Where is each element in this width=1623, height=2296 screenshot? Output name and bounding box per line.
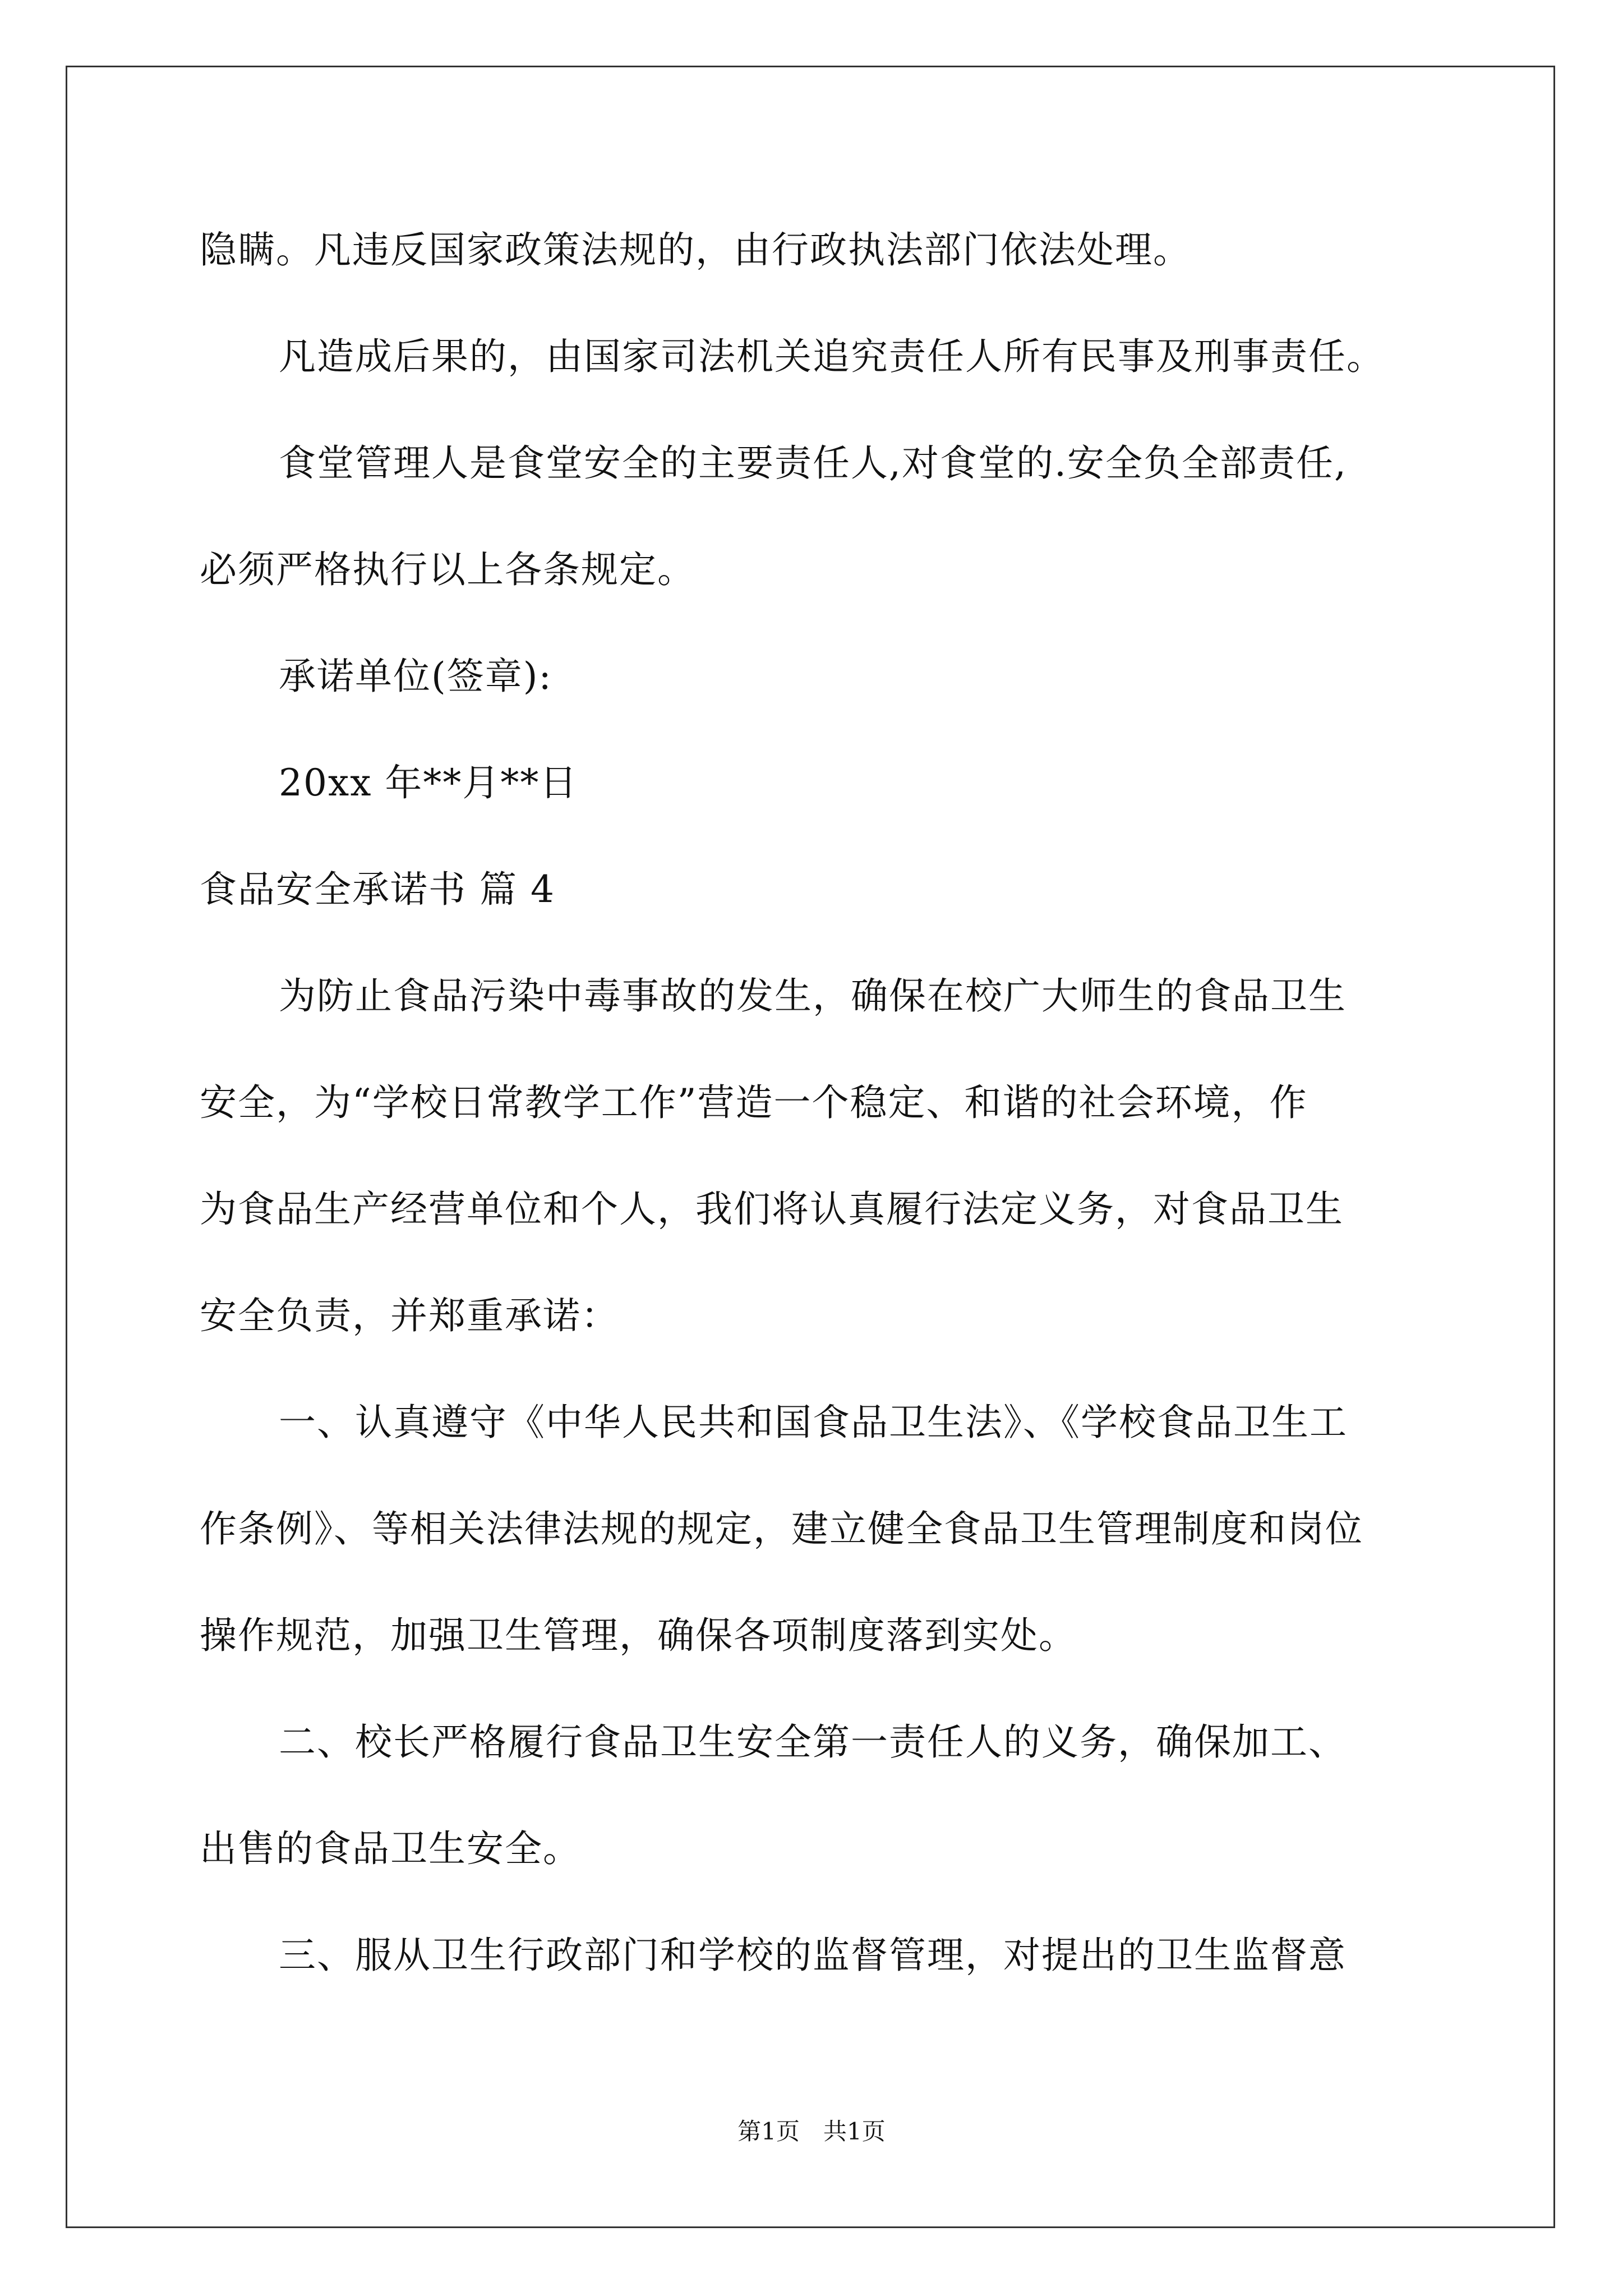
text-line: 操作规范，加强卫生管理，确保各项制度落到实处。 — [200, 1614, 1077, 1657]
text-line: 出售的食品卫生安全。 — [200, 1827, 581, 1870]
text-line: 三、服从卫生行政部门和学校的监督管理，对提出的卫生监督意 — [279, 1934, 1347, 1977]
text-line: 20xx 年**月**日 — [279, 761, 578, 804]
page-footer: 第1页 共1页 — [737, 2118, 886, 2145]
text-line: 承诺单位(签章): — [279, 655, 552, 698]
text-line: 安全，为“学校日常教学工作”营造一个稳定、和谐的社会环境，作 — [200, 1081, 1308, 1124]
text-line: 安全负责，并郑重承诺： — [200, 1294, 619, 1337]
text-line: 为防止食品污染中毒事故的发生，确保在校广大师生的食品卫生 — [279, 974, 1347, 1018]
text-line: 凡造成后果的，由国家司法机关追究责任人所有民事及刑事责任。 — [279, 335, 1385, 378]
text-line: 作条例》、等相关法律法规的规定，建立健全食品卫生管理制度和岗位 — [200, 1507, 1363, 1550]
text-line: 必须严格执行以上各条规定。 — [200, 548, 695, 591]
section-heading: 食品安全承诺书 篇 4 — [200, 868, 555, 911]
text-line: 一、认真遵守《中华人民共和国食品卫生法》、《学校食品卫生工 — [279, 1401, 1348, 1444]
page-border — [66, 66, 1555, 2228]
text-line: 为食品生产经营单位和个人，我们将认真履行法定义务，对食品卫生 — [200, 1188, 1344, 1231]
text-line: 隐瞒。凡违反国家政策法规的，由行政执法部门依法处理。 — [200, 228, 1191, 272]
text-line: 二、校长严格履行食品卫生安全第一责任人的义务，确保加工、 — [279, 1720, 1347, 1764]
text-line: 食堂管理人是食堂安全的主要责任人,对食堂的.安全负全部责任, — [279, 441, 1347, 485]
